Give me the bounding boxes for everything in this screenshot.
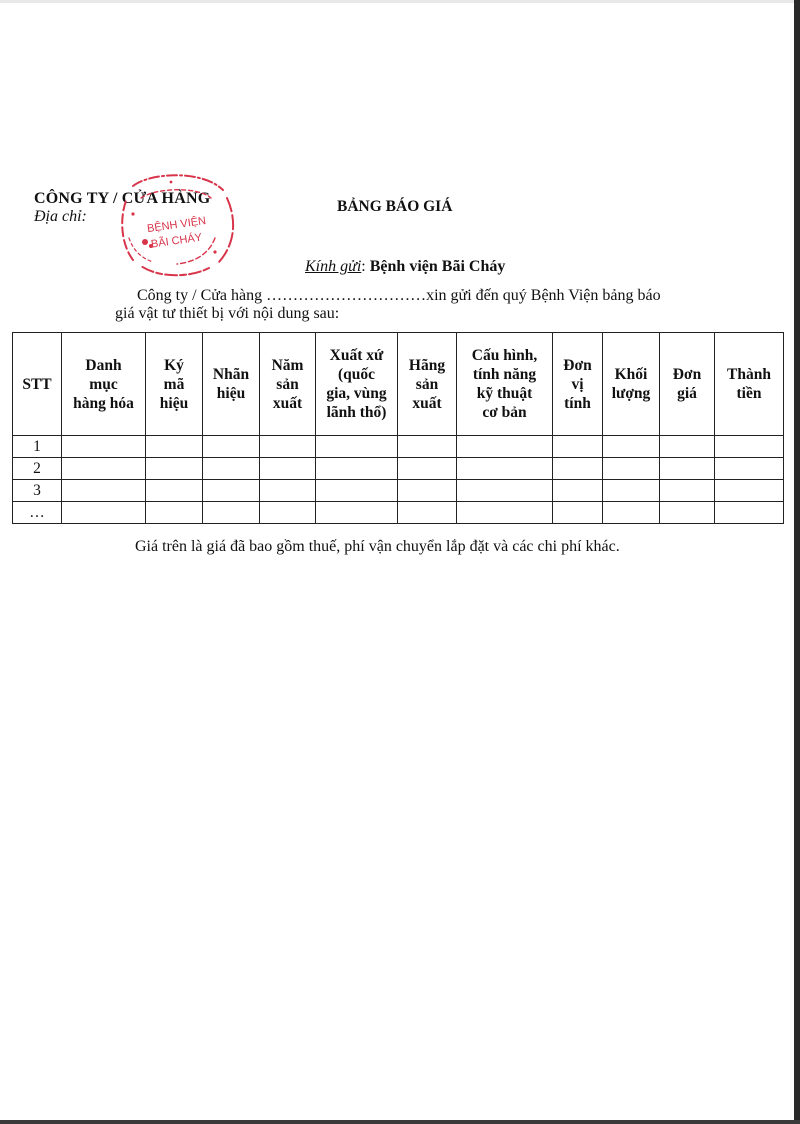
table-cell[interactable] [457, 436, 553, 458]
column-header [398, 333, 457, 436]
column-header-line: vị [571, 375, 584, 393]
column-header-line: hàng hóa [73, 394, 134, 412]
table-cell[interactable] [715, 458, 784, 480]
scan-edge-bottom [0, 1120, 800, 1124]
table-cell[interactable] [457, 480, 553, 502]
stamp-text-line1: BỆNH VIỆN [146, 214, 207, 236]
table-cell[interactable] [62, 480, 146, 502]
table-cell[interactable] [146, 436, 203, 458]
table-body [13, 436, 784, 524]
column-header-line: sản [415, 375, 439, 393]
column-header-line: Hãng [408, 356, 446, 374]
table-cell[interactable] [62, 436, 146, 458]
column-header [146, 333, 203, 436]
table-cell[interactable] [146, 480, 203, 502]
table-cell[interactable] [316, 480, 398, 502]
table-cell[interactable] [316, 458, 398, 480]
row-number-cell: 1 [13, 436, 62, 458]
column-header-line: tính [564, 394, 591, 412]
column-header-line: Nhãn [212, 366, 250, 383]
table-cell[interactable] [260, 480, 316, 502]
table-cell[interactable] [660, 458, 715, 480]
price-note: Giá trên là giá đã bao gồm thuế, phí vận chuyển lắp đặt và các chi phí khác. [135, 538, 620, 555]
table-row [13, 436, 784, 458]
recipient-separator: : [361, 258, 370, 275]
column-header [660, 333, 715, 436]
table-cell[interactable] [603, 458, 660, 480]
table-cell[interactable] [603, 480, 660, 502]
column-header-line: kỹ thuật [476, 385, 533, 402]
recipient-line [305, 258, 505, 276]
table-cell[interactable] [203, 480, 260, 502]
column-header-line: xuất [412, 394, 442, 412]
stamp-text-line2: BÃI CHÁY [150, 231, 203, 251]
quotation-table [12, 332, 784, 524]
column-header-line: Đơn [672, 366, 702, 383]
row-number-cell: 3 [13, 480, 62, 502]
column-header-line: hiệu [216, 385, 246, 402]
column-header-line: mã [163, 375, 185, 393]
address-label: Địa chỉ: [34, 208, 87, 225]
intro-line-1: Công ty / Cửa hàng …………………………xin gửi đến quý Bệnh Viện bảng báo [137, 287, 661, 304]
recipient-name: Bệnh viện Bãi Cháy [369, 258, 506, 275]
table-cell[interactable] [660, 480, 715, 502]
table-cell[interactable] [603, 436, 660, 458]
column-header-line: Đơn [563, 356, 592, 374]
column-header-line: Khối [614, 366, 648, 383]
row-number-cell: 2 [13, 458, 62, 480]
table-cell[interactable] [146, 502, 203, 524]
table-cell[interactable] [457, 458, 553, 480]
column-header [316, 333, 398, 436]
table-cell[interactable] [603, 502, 660, 524]
column-header-line: Danh [85, 356, 122, 374]
table-cell[interactable] [398, 458, 457, 480]
table-cell[interactable] [398, 502, 457, 524]
column-header-line: lượng [611, 385, 651, 402]
column-header-line: tiền [736, 385, 762, 402]
column-header [203, 333, 260, 436]
column-header-line: lãnh thổ) [326, 404, 387, 421]
column-header-line: Cấu hình, [471, 347, 538, 364]
column-header-line: gia, vùng [326, 385, 387, 402]
table-cell[interactable] [660, 436, 715, 458]
table-row [13, 458, 784, 480]
table-cell[interactable] [260, 502, 316, 524]
table-cell[interactable] [203, 502, 260, 524]
column-header-line: Thành [727, 366, 771, 383]
table-cell[interactable] [715, 480, 784, 502]
table-cell[interactable] [316, 502, 398, 524]
column-header [457, 333, 553, 436]
red-seal-stamp [111, 168, 243, 280]
column-header-line: giá [677, 385, 697, 402]
column-header-line: STT [22, 375, 52, 393]
column-header [260, 333, 316, 436]
table-cell[interactable] [203, 458, 260, 480]
column-header-line: (quốc [337, 366, 376, 383]
column-header-line: hiệu [159, 394, 189, 412]
table-row [13, 480, 784, 502]
table-cell[interactable] [553, 458, 603, 480]
intro-line-2: giá vật tư thiết bị với nội dung sau: [115, 305, 340, 322]
table-cell[interactable] [715, 502, 784, 524]
column-header [553, 333, 603, 436]
table-cell[interactable] [316, 436, 398, 458]
column-header-line: tính năng [472, 366, 537, 383]
scan-edge-top [0, 0, 800, 3]
column-header-line: Xuất xứ [329, 347, 384, 364]
table-cell[interactable] [203, 436, 260, 458]
table-cell[interactable] [260, 458, 316, 480]
table-cell[interactable] [398, 480, 457, 502]
table-cell[interactable] [62, 502, 146, 524]
column-header-line: xuất [272, 394, 303, 412]
table-row [13, 502, 784, 524]
company-heading: CÔNG TY / CỬA HÀNG [34, 190, 211, 207]
recipient-label: Kính gửi [305, 258, 362, 275]
table-cell[interactable] [715, 436, 784, 458]
table-cell[interactable] [62, 458, 146, 480]
table-cell[interactable] [398, 436, 457, 458]
table-cell[interactable] [553, 502, 603, 524]
table-cell[interactable] [660, 502, 715, 524]
table-cell[interactable] [553, 480, 603, 502]
row-number-cell: … [13, 502, 62, 524]
table-cell[interactable] [260, 436, 316, 458]
column-header-line: cơ bản [482, 404, 527, 421]
column-header [603, 333, 660, 436]
column-header-line: Năm [271, 356, 304, 374]
column-header [715, 333, 784, 436]
column-header-line: Ký [164, 356, 184, 374]
scan-edge-right [794, 0, 800, 1124]
document-title: BẢNG BÁO GIÁ [337, 198, 453, 215]
column-header-line: sản [276, 375, 299, 393]
table-cell[interactable] [146, 458, 203, 480]
table-cell[interactable] [553, 436, 603, 458]
column-header-line: mục [89, 375, 118, 393]
column-header [62, 333, 146, 436]
table-cell[interactable] [457, 502, 553, 524]
table-header-row [13, 333, 784, 436]
column-header [13, 333, 62, 436]
